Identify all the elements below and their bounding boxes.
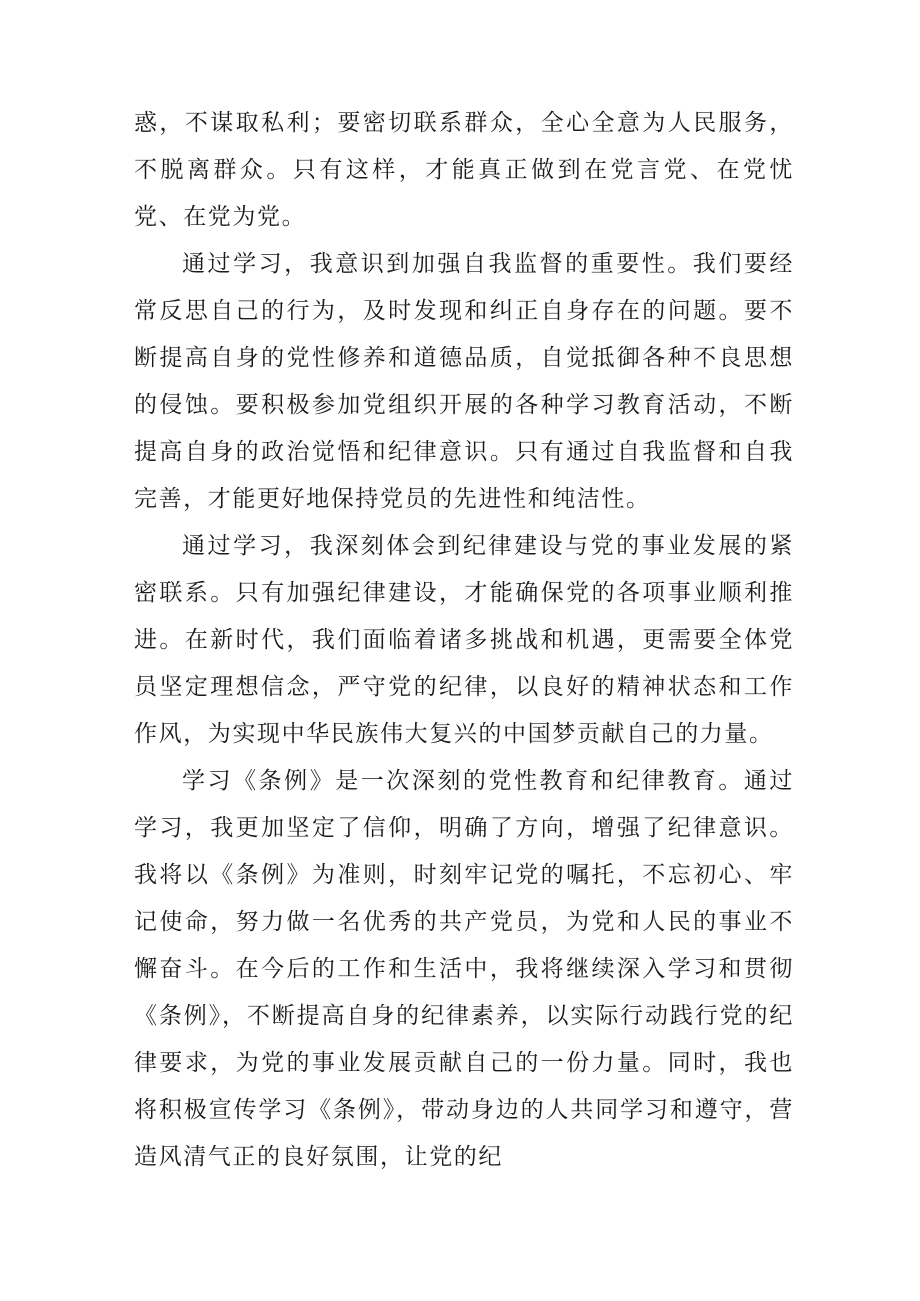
document-body: [134, 100, 794, 1181]
paragraph-self-supervision: 通过学习，我意识到加强自我监督的重要性。我们要经常反思自己的行为，及时发现和纠正自身存在的问题。要不断提高自身的党性修养和道德品质，自觉抵御各种不良思想的侵蚀。要积极参加党组织开展的各种学习教育活动，不断提高自身的政治觉悟和纪律意识。只有通过自我监督和自我完善，才能更好地保持党员的先进性和纯洁性。: [134, 251, 794, 512]
paragraph-continuation: 惑，不谋取私利；要密切联系群众，全心全意为人民服务，不脱离群众。只有这样，才能真正做到在党言党、在党忧党、在党为党。: [134, 110, 794, 230]
paragraph-discipline-development: 通过学习，我深刻体会到纪律建设与党的事业发展的紧密联系。只有加强纪律建设，才能确保党的各项事业顺利推进。在新时代，我们面临着诸多挑战和机遇，更需要全体党员坚定理想信念，严守党的纪律，以良好的精神状态和工作作风，为实现中华民族伟大复兴的中国梦贡献自己的力量。: [134, 533, 794, 747]
paragraph-regulations-study: 学习《条例》是一次深刻的党性教育和纪律教育。通过学习，我更加坚定了信仰，明确了方向，增强了纪律意识。我将以《条例》为准则，时刻牢记党的嘱托，不忘初心、牢记使命，努力做一名优秀的共产党员，为党和人民的事业不懈奋斗。在今后的工作和生活中，我将继续深入学习和贯彻《条例》，不断提高自身的纪律素养，以实际行动践行党的纪律要求，为党的事业发展贡献自己的一份力量。同时，我也将积极宣传学习《条例》，带动身边的人共同学习和遵守，营造风清气正的良好氛围，让党的纪: [134, 768, 794, 1170]
